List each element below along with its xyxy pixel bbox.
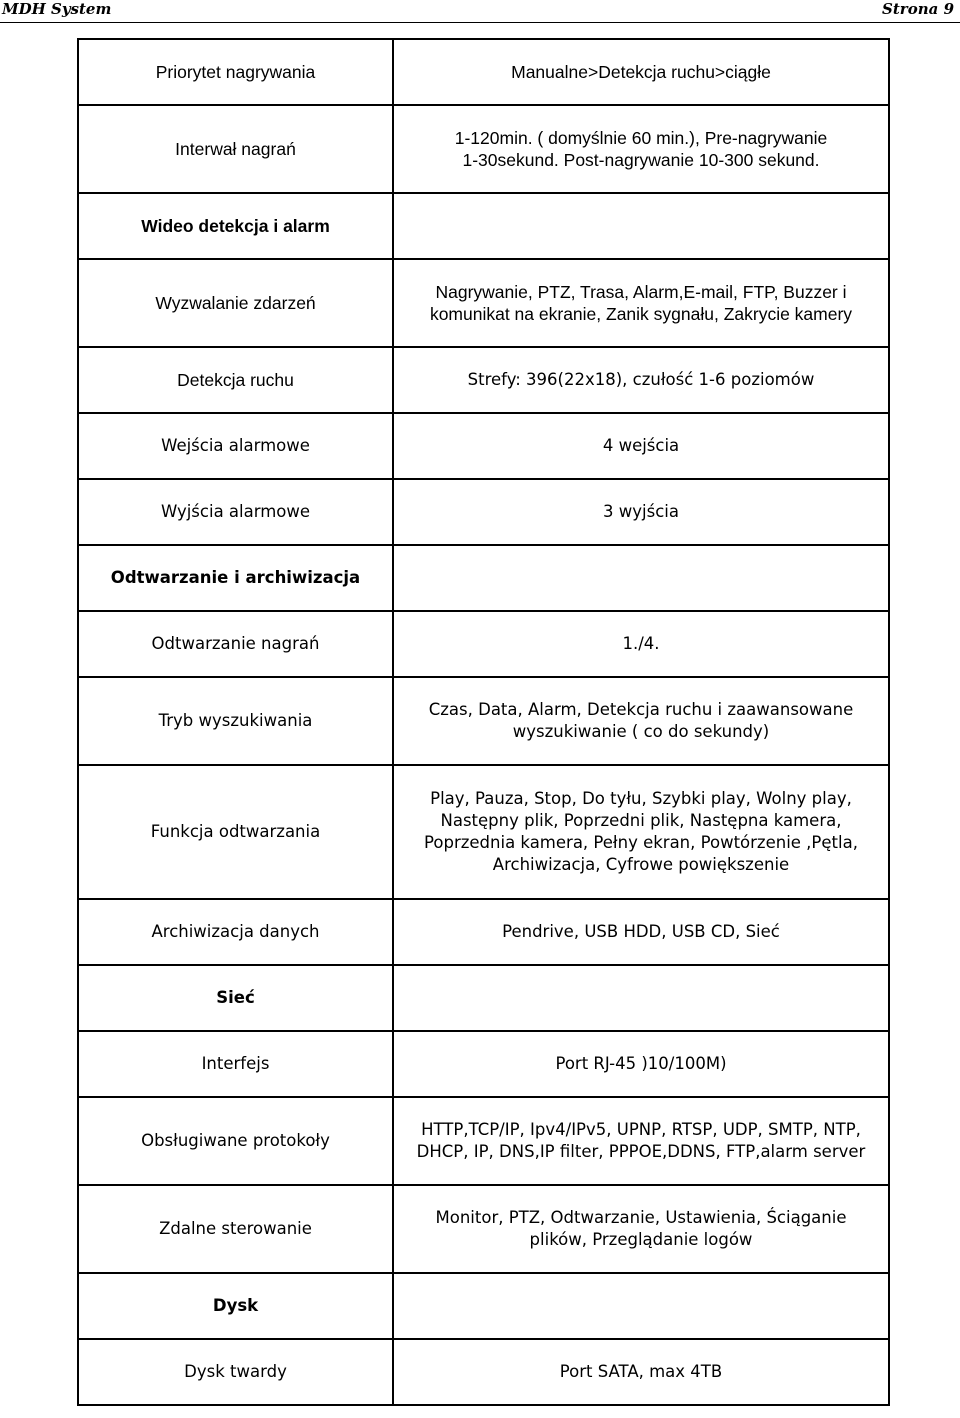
empty-cell bbox=[393, 545, 889, 611]
spec-value: Port SATA, max 4TB bbox=[393, 1339, 889, 1405]
spec-label: Priorytet nagrywania bbox=[78, 39, 393, 105]
spec-label: Tryb wyszukiwania bbox=[78, 677, 393, 765]
table-row bbox=[78, 677, 889, 765]
table-row bbox=[78, 413, 889, 479]
section-heading: Odtwarzanie i archiwizacja bbox=[78, 545, 393, 611]
table-row bbox=[78, 39, 889, 105]
spec-value: Port RJ-45 )10/100M) bbox=[393, 1031, 889, 1097]
spec-value: 3 wyjścia bbox=[393, 479, 889, 545]
spec-label: Wejścia alarmowe bbox=[78, 413, 393, 479]
spec-value: Play, Pauza, Stop, Do tyłu, Szybki play, Wolny play, Następny plik, Poprzedni plik, Następna kamera, Poprzednia kamera, Pełny ekran, Powtórzenie ,Pętla, Archiwizacja, Cyfrowe powiększenie bbox=[393, 765, 889, 899]
spec-value: Strefy: 396(22x18), czułość 1-6 poziomów bbox=[393, 347, 889, 413]
spec-label: Funkcja odtwarzania bbox=[78, 765, 393, 899]
table-row bbox=[78, 1185, 889, 1273]
section-heading: Sieć bbox=[78, 965, 393, 1031]
table-row bbox=[78, 105, 889, 193]
spec-value: 1./4. bbox=[393, 611, 889, 677]
page-number: Strona 9 bbox=[882, 0, 954, 18]
empty-cell bbox=[393, 965, 889, 1031]
spec-value: Czas, Data, Alarm, Detekcja ruchu i zaawansowane wyszukiwanie ( co do sekundy) bbox=[393, 677, 889, 765]
table-row bbox=[78, 611, 889, 677]
table-row bbox=[78, 259, 889, 347]
table-row bbox=[78, 899, 889, 965]
table-row bbox=[78, 1031, 889, 1097]
spec-value: Manualne>Detekcja ruchu>ciągłe bbox=[393, 39, 889, 105]
document-title: MDH System bbox=[2, 0, 112, 18]
section-row bbox=[78, 965, 889, 1031]
specification-table bbox=[77, 38, 890, 1406]
spec-label: Odtwarzanie nagrań bbox=[78, 611, 393, 677]
spec-label: Obsługiwane protokoły bbox=[78, 1097, 393, 1185]
table-row bbox=[78, 765, 889, 899]
table-row bbox=[78, 1339, 889, 1405]
section-heading: Wideo detekcja i alarm bbox=[78, 193, 393, 259]
empty-cell bbox=[393, 1273, 889, 1339]
table-row bbox=[78, 1097, 889, 1185]
spec-value: 1-120min. ( domyślnie 60 min.), Pre-nagrywanie 1-30sekund. Post-nagrywanie 10-300 sekund. bbox=[393, 105, 889, 193]
section-row bbox=[78, 1273, 889, 1339]
page-header bbox=[0, 0, 960, 23]
spec-value: Monitor, PTZ, Odtwarzanie, Ustawienia, Ściąganie plików, Przeglądanie logów bbox=[393, 1185, 889, 1273]
table-row bbox=[78, 479, 889, 545]
empty-cell bbox=[393, 193, 889, 259]
spec-label: Detekcja ruchu bbox=[78, 347, 393, 413]
spec-label: Wyjścia alarmowe bbox=[78, 479, 393, 545]
spec-value: Pendrive, USB HDD, USB CD, Sieć bbox=[393, 899, 889, 965]
spec-value: Nagrywanie, PTZ, Trasa, Alarm,E-mail, FTP, Buzzer i komunikat na ekranie, Zanik sygnału, Zakrycie kamery bbox=[393, 259, 889, 347]
spec-label: Wyzwalanie zdarzeń bbox=[78, 259, 393, 347]
spec-label: Dysk twardy bbox=[78, 1339, 393, 1405]
spec-value: HTTP,TCP/IP, Ipv4/IPv5, UPNP, RTSP, UDP, SMTP, NTP, DHCP, IP, DNS,IP filter, PPPOE,DDNS, FTP,alarm server bbox=[393, 1097, 889, 1185]
spec-label: Interwał nagrań bbox=[78, 105, 393, 193]
section-heading: Dysk bbox=[78, 1273, 393, 1339]
section-row bbox=[78, 545, 889, 611]
spec-label: Zdalne sterowanie bbox=[78, 1185, 393, 1273]
table-row bbox=[78, 347, 889, 413]
spec-label: Interfejs bbox=[78, 1031, 393, 1097]
spec-label: Archiwizacja danych bbox=[78, 899, 393, 965]
spec-value: 4 wejścia bbox=[393, 413, 889, 479]
section-row bbox=[78, 193, 889, 259]
